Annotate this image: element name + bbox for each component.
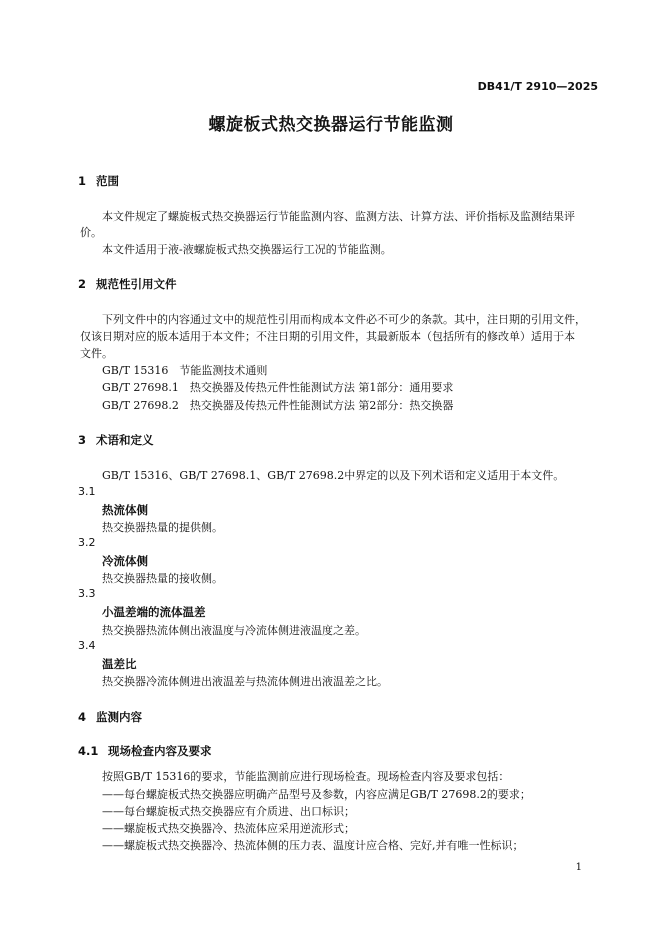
term-name: 温差比 xyxy=(102,657,137,671)
term-name: 小温差端的流体温差 xyxy=(102,605,206,619)
paragraph-line: 按照GB/T 15316的要求，节能监测前应进行现场检查。现场检查内容及要求包括： xyxy=(102,770,510,783)
subsection-number: 4.1 xyxy=(78,744,99,758)
document-title: 螺旋板式热交换器运行节能监测 xyxy=(208,115,454,135)
term-number: 3.3 xyxy=(78,587,96,600)
paragraph-line: 仅该日期对应的版本适用于本文件；不注日期的引用文件，其最新版本（包括所有的修改单）适用于本 xyxy=(80,330,575,343)
list-item: ——螺旋板式热交换器冷、热流体侧的压力表、温度计应合格、完好,并有唯一性标识； xyxy=(102,839,524,852)
term-definition: 热交换器热流体侧出液温度与冷流体侧进液温度之差。 xyxy=(102,624,366,637)
list-item: ——每台螺旋板式热交换器应有介质进、出口标识； xyxy=(102,805,355,818)
section-number: 4 xyxy=(78,710,87,724)
paragraph-line: 下列文件中的内容通过文中的规范性引用而构成本文件必不可少的条款。其中，注日期的引用文件， xyxy=(102,313,586,326)
term-definition: 热交换器热量的接收侧。 xyxy=(102,572,223,585)
term-number: 3.4 xyxy=(78,639,96,652)
paragraph-line: 文件。 xyxy=(80,347,113,360)
term-definition: 热交换器热量的提供侧。 xyxy=(102,521,223,534)
section-number: 1 xyxy=(78,174,87,188)
reference-item: GB/T 27698.1 热交换器及传热元件性能测试方法 第1部分：通用要求 xyxy=(102,381,454,394)
reference-item: GB/T 15316 节能监测技术通则 xyxy=(102,364,268,377)
paragraph-line: 本文件规定了螺旋板式热交换器运行节能监测内容、监测方法、计算方法、评价指标及监测结果评 xyxy=(102,210,575,223)
term-name: 冷流体侧 xyxy=(102,554,148,568)
section-number: 2 xyxy=(78,277,87,291)
document-code: DB41/T 2910—2025 xyxy=(477,80,598,93)
term-definition: 热交换器冷流体侧进出液温差与热流体侧进出液温差之比。 xyxy=(102,675,388,688)
section-1-heading xyxy=(78,173,119,189)
section-3-heading xyxy=(78,432,154,448)
paragraph-line: 本文件适用于液-液螺旋板式热交换器运行工况的节能监测。 xyxy=(102,243,392,256)
subsection-4-1-heading xyxy=(78,743,212,759)
section-title: 监测内容 xyxy=(96,710,142,724)
page-number: 1 xyxy=(575,862,582,873)
paragraph-line: 价。 xyxy=(80,226,102,239)
list-item: ——螺旋板式热交换器冷、热流体应采用逆流形式； xyxy=(102,822,355,835)
subsection-title: 现场检查内容及要求 xyxy=(108,744,212,758)
term-number: 3.2 xyxy=(78,536,96,549)
list-item: ——每台螺旋板式热交换器应明确产品型号及参数，内容应满足GB/T 27698.2的要求； xyxy=(102,788,531,801)
section-4-heading xyxy=(78,709,142,725)
section-number: 3 xyxy=(78,433,87,447)
section-title: 范围 xyxy=(96,174,119,188)
section-title: 规范性引用文件 xyxy=(96,277,177,291)
term-number: 3.1 xyxy=(78,485,96,498)
paragraph-line: GB/T 15316、GB/T 27698.1、GB/T 27698.2中界定的以及下列术语和定义适用于本文件。 xyxy=(102,469,565,482)
reference-item: GB/T 27698.2 热交换器及传热元件性能测试方法 第2部分：热交换器 xyxy=(102,399,454,412)
term-name: 热流体侧 xyxy=(102,503,148,517)
section-title: 术语和定义 xyxy=(96,433,154,447)
section-2-heading xyxy=(78,276,177,292)
